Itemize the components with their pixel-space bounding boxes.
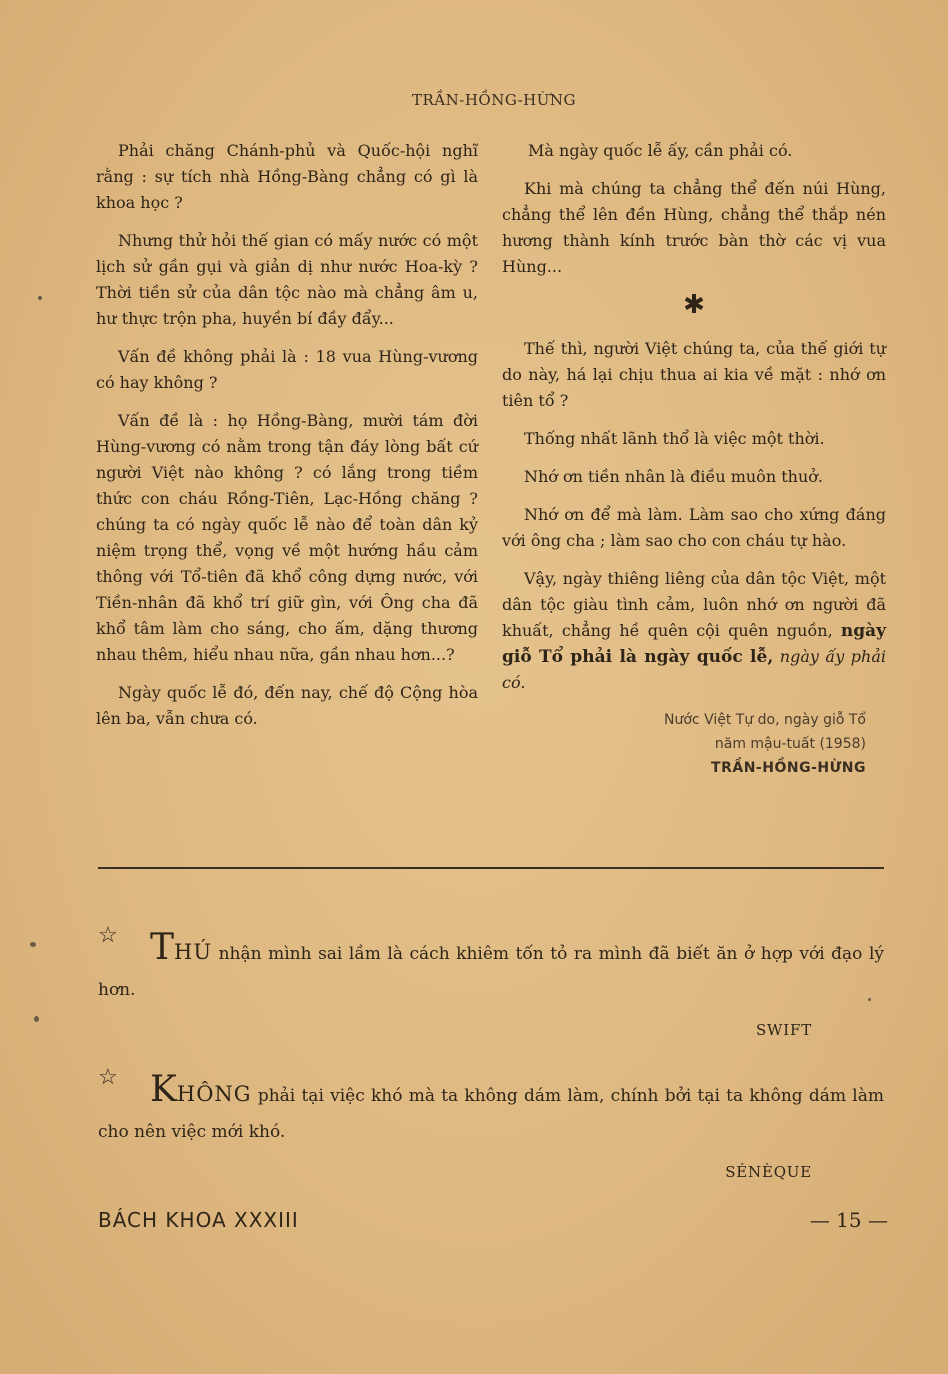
running-head: TRẦN-HỒNG-HỪNG xyxy=(412,91,576,109)
quote-body: phải tại việc khó mà ta không dám làm, chính bởi tại ta không dám làm cho nên việc mới khó. xyxy=(98,1086,884,1142)
quote-author: SWIFT xyxy=(755,1021,812,1039)
dropcap: T xyxy=(150,927,175,968)
paper-speck xyxy=(34,1016,39,1022)
closing-bold: ngày giỗ Tổ phải là ngày quốc lễ, xyxy=(502,621,886,667)
paragraph: Vấn đề không phải là : 18 vua Hùng-vương có hay không ? xyxy=(96,347,478,392)
star-icon: ☆ xyxy=(98,1065,118,1090)
quote-text xyxy=(98,1069,884,1150)
dropcap-rest: HÚ xyxy=(174,940,213,964)
quote-author: SÉNÈQUE xyxy=(725,1163,812,1181)
paragraph: Nhớ ơn để mà làm. Làm sao cho xứng đáng với ông cha ; làm sao cho con cháu tự hào. xyxy=(502,505,886,550)
paragraph: Thống nhất lãnh thổ là việc một thời. xyxy=(524,429,825,448)
paragraph: Vấn đề là : họ Hồng-Bàng, mười tám đời Hùng-vương có nằm trong tận đáy lòng bất cứ người Việt nào không ? có lắng trong tiềm thức con cháu Rồng-Tiên, Lạc-Hồng chăng ? chúng ta có ngày quốc lễ nào để toàn dân kỷ niệm trọng thể, vọng về một hướng hầu cảm thông với Tổ-tiên đã khổ công dựng nước, với Tiền-nhân đã khổ trí giữ gìn, với Ông cha đã khổ tâm làm cho sáng, cho ấm, dặng thương nhau thêm, hiểu nhau nữa, gần nhau hơn...? xyxy=(96,411,478,664)
paper-speck xyxy=(38,296,42,300)
paragraph: Ngày quốc lễ đó, đến nay, chế độ Cộng hòa lên ba, vẫn chưa có. xyxy=(96,683,478,728)
page-number: — 15 — xyxy=(809,1208,888,1232)
closing-paragraph xyxy=(502,566,886,696)
left-column xyxy=(96,138,478,744)
closing-italic: ngày ấy phải có. xyxy=(502,647,886,692)
closing-lead: Vậy, ngày thiêng liêng của dân tộc Việt, một dân tộc giàu tình cảm, luôn nhớ ơn người đã khuất, chẳng hề quên cội quên nguồn, xyxy=(502,569,886,640)
horizontal-rule xyxy=(98,867,884,869)
signoff xyxy=(502,708,886,780)
paper-speck xyxy=(30,942,36,947)
paragraph: Phải chăng Chánh-phủ và Quốc-hội nghĩ rằng : sự tích nhà Hồng-Bàng chẳng có gì là khoa học ? xyxy=(96,141,478,212)
magazine-name: BÁCH KHOA XXXIII xyxy=(98,1208,299,1232)
paragraph: Nhớ ơn tiền nhân là điều muôn thuở. xyxy=(524,467,823,486)
paragraph: Nhưng thử hỏi thế gian có mấy nước có một lịch sử gần gụi và giản dị như nước Hoa-kỳ ? Thời tiền sử của dân tộc nào mà chẳng âm u, hư thực trộn pha, huyền bí đầy đẩy... xyxy=(96,231,478,328)
signoff-place-date: Nước Việt Tự do, ngày giỗ Tổ xyxy=(664,712,866,728)
star-divider-icon: ✱ xyxy=(683,290,705,320)
paragraph: Khi mà chúng ta chẳng thể đến núi Hùng, chẳng thể lên đền Hùng, chẳng thể thắp nén hương thành kính trước bàn thờ các vị vua Hùng... xyxy=(502,179,886,276)
paragraph: Mà ngày quốc lễ ấy, cần phải có. xyxy=(528,141,793,160)
right-column xyxy=(502,138,886,780)
quote-swift xyxy=(98,923,884,1048)
quote-body: nhận mình sai lầm là cách khiêm tốn tỏ ra mình đã biết ăn ở hợp với đạo lý hơn. xyxy=(98,944,884,1000)
dropcap-rest: HÔNG xyxy=(176,1082,252,1106)
quote-text xyxy=(98,927,884,1008)
paragraph: Thế thì, người Việt chúng ta, của thế giới tự do này, há lại chịu thua ai kia về mặt : nhớ ơn tiên tổ ? xyxy=(502,339,886,410)
paper-speck xyxy=(868,998,871,1001)
dropcap: K xyxy=(150,1069,177,1110)
author-name: TRẦN-HỒNG-HỪNG xyxy=(711,760,866,776)
signoff-year: năm mậu-tuất (1958) xyxy=(714,736,866,752)
quote-seneque xyxy=(98,1065,884,1190)
star-icon: ☆ xyxy=(98,923,118,948)
